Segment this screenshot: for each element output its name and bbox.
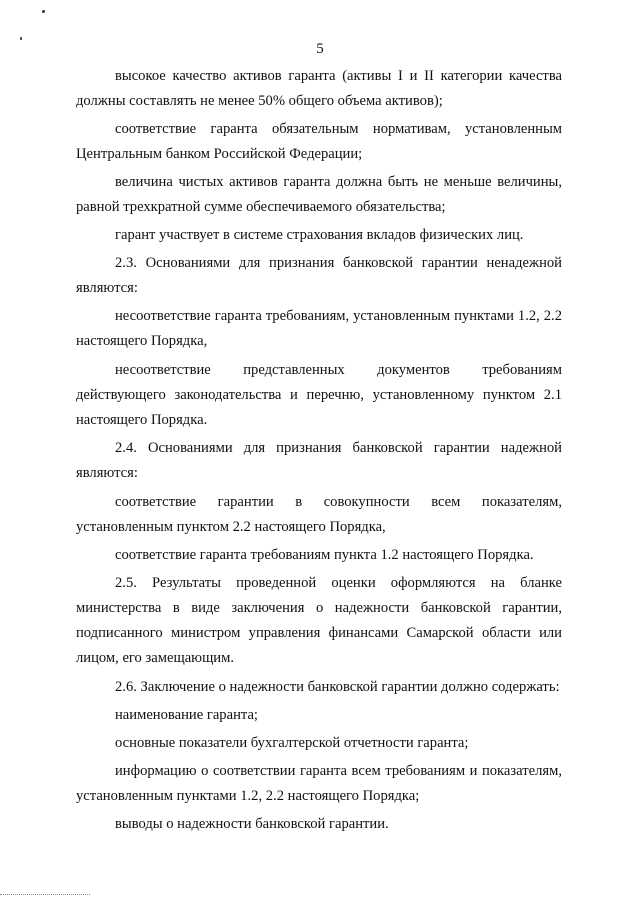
section-heading-2-4: 2.4. Основаниями для признания банковской гарантии надежной являются: xyxy=(76,440,562,481)
paragraph: соответствие гаранта требованиям пункта 1.2 настоящего Порядка. xyxy=(115,547,534,563)
paragraph: несоответствие представленных документов требованиям действующего законодательства и перечню, установленному пунктом 2.1 настоящего Порядка. xyxy=(76,362,562,428)
paragraph: высокое качество активов гаранта (активы I и II категории качества должны составлять не менее 50% общего объема активов); xyxy=(76,68,562,109)
list-item: наименование гаранта; xyxy=(115,707,258,723)
section-2-5: 2.5. Результаты проведенной оценки оформляются на бланке министерства в виде заключения о надежности банковской гарантии, подписанного министром управления финансами Самарской области или лицом, его замещающим. xyxy=(76,575,562,666)
paragraph: соответствие гарантии в совокупности всем показателям, установленным пунктом 2.2 настоящего Порядка, xyxy=(76,494,562,535)
scan-edge-line xyxy=(0,894,90,895)
paragraph: величина чистых активов гаранта должна быть не меньше величины, равной трехкратной сумме обеспечиваемого обязательства; xyxy=(76,174,562,215)
section-heading-2-3: 2.3. Основаниями для признания банковской гарантии ненадежной являются: xyxy=(76,255,562,296)
section-heading-2-6: 2.6. Заключение о надежности банковской гарантии должно содержать: xyxy=(115,679,560,695)
list-item: выводы о надежности банковской гарантии. xyxy=(115,816,389,832)
document-body xyxy=(76,64,562,837)
paragraph: несоответствие гаранта требованиям, установленным пунктами 1.2, 2.2 настоящего Порядка, xyxy=(76,308,562,349)
page-number: 5 xyxy=(316,41,324,57)
paragraph: гарант участвует в системе страхования вкладов физических лиц. xyxy=(115,227,524,243)
scan-speck xyxy=(42,10,45,13)
list-item: информацию о соответствии гаранта всем требованиям и показателям, установленным пунктами 1.2, 2.2 настоящего Порядка; xyxy=(76,763,562,804)
paragraph: соответствие гаранта обязательным нормативам, установленным Центральным банком Российской Федерации; xyxy=(76,121,562,162)
list-item: основные показатели бухгалтерской отчетности гаранта; xyxy=(115,735,469,751)
